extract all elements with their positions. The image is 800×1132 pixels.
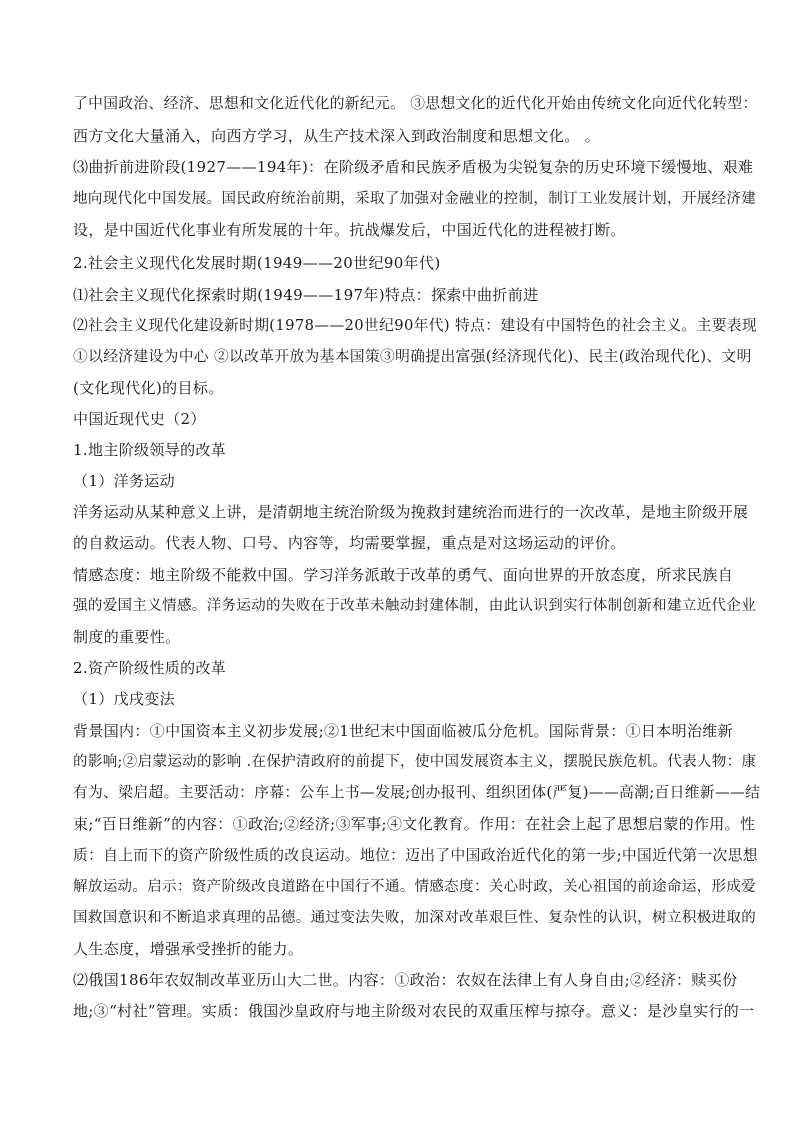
text-line: 的自救运动。代表人物、口号、内容等，均需要掌握，重点是对这场运动的评价。 [73,534,626,552]
text-line: 人生态度，增强承受挫折的能力。 [73,940,304,958]
text-line: ⑶曲折前进阶段(1927——194年)：在阶级矛盾和民族矛盾极为尖锐复杂的历史环境下缓慢地、艰难 [73,158,754,176]
text-line: 国救国意识和不断追求真理的品德。通过变法失败，加深对改革艰巨性、复杂性的认识，树立积极进取的 [73,910,757,926]
text-line: 束;“百日维新”的内容：①政治;②经济;③军事;④文化教育。作用：在社会上起了思想启蒙的作用。性 [73,815,756,833]
text-line: 2.资产阶级性质的改革 [73,659,227,677]
text-line: 解放运动。启示：资产阶级改良道路在中国行不通。情感态度：关心时政，关心祖国的前途命运，形成爱 [73,879,757,895]
text-line: ①以经济建设为中心 ②以改革开放为基本国策③明确提出富强(经济现代化)、民主(政治现代化)、文明 [73,348,752,365]
text-line: 质：自上而下的资产阶级性质的改良运动。地位：迈出了中国政治近代化的第一步;中国近代第一次思想 [73,847,758,864]
section-heading: 中国近现代史（2） [73,410,206,428]
text-line: 背景国内：①中国资本主义初步发展;②1世纪末中国面临被瓜分危机。国际背景：①日本明治维新 [73,722,734,740]
text-line: 有为、梁启超。主要活动：序幕：公车上书—发展;创办报刊、组织团体(严复)——高潮;百日维新——结 [73,784,761,801]
text-line: 洋务运动从某种意义上讲，是清朝地主统治阶级为挽救封建统治而进行的一次改革，是地主阶级开展 [73,503,749,521]
text-line: 的影响;②启蒙运动的影响 .在保护清政府的前提下，使中国发展资本主义，摆脱民族危机。代表人物：康 [73,754,757,770]
text-line: 制度的重要性。 [73,628,181,646]
text-line: ⑴社会主义现代化探索时期(1949——197年)特点：探索中曲折前进 [73,286,539,304]
text-line: 设，是中国近代化事业有所发展的十年。抗战爆发后，中国近代化的进程被打断。 [73,221,626,239]
text-line: 了中国政治、经济、思想和文化近代化的新纪元。 ③思想文化的近代化开始由传统文化向近代化转型： [73,95,758,112]
text-line: 1.地主阶级领导的改革 [73,441,227,459]
text-line: 地向现代化中国发展。国民政府统治前期，采取了加强对金融业的控制，制订工业发展计划，开展经济建 [73,191,757,207]
text-line: ⑵俄国186年农奴制改革亚历山大二世。内容：①政治：农奴在法律上有人身自由;②经济：赎买份 [73,971,738,989]
text-line: 强的爱国主义情感。洋务运动的失败在于改革未触动封建体制，由此认识到实行体制创新和建立近代企业 [73,598,757,614]
text-line: 西方文化大量涌入，向西方学习，从生产技术深入到政治制度和思想文化。 。 [73,127,601,145]
text-line: 2.社会主义现代化发展时期(1949——20世纪90年代) [73,254,441,272]
text-line: 地;③“村社”管理。实质：俄国沙皇政府与地主阶级对农民的双重压榨与掠夺。意义：是沙皇实行的一 [73,1002,755,1020]
text-line: ⑵社会主义现代化建设新时期(1978——20世纪90年代) 特点：建设有中国特色的社会主义。主要表现 [73,317,758,334]
text-line: （1）戊戌变法 [73,690,175,708]
text-line: 情感态度：地主阶级不能救中国。学习洋务派敢于改革的勇气、面向世界的开放态度，所求民族自 [73,566,734,584]
text-line: (文化现代化)的目标。 [73,379,224,397]
text-line: （1）洋务运动 [73,472,175,490]
